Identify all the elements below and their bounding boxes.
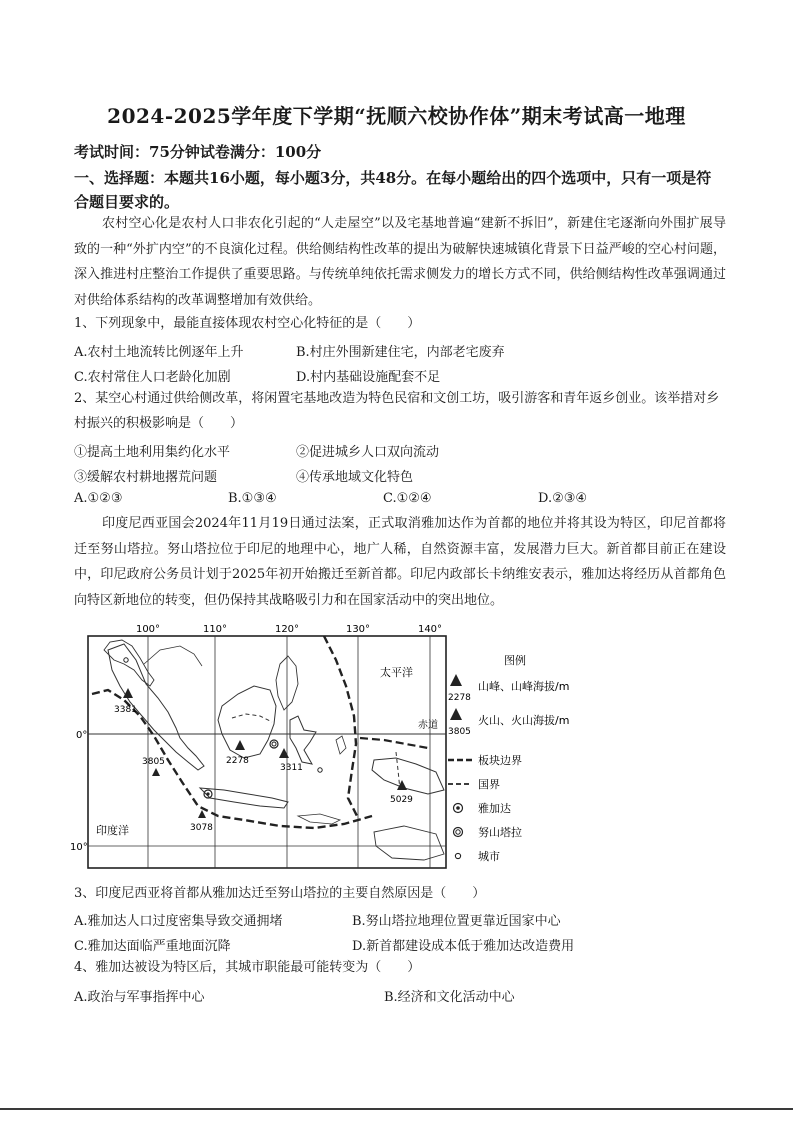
exam-info: 考试时间：75分钟试卷满分：100分 (74, 143, 322, 161)
legend-volcano-icon (450, 708, 462, 720)
passage-hollow-village: 农村空心化是农村人口非农化引起的“人走屋空”以及宅基地普遍“建新不拆旧”，新建住宅逐渐向外围扩展导致的一种“外扩内空”的不良演化过程。供给侧结构性改革的提出为破解快速城镇化背景下日益严峻的空心村问题，深入推进村庄整治工作提供了重要思路。与传统单纯依托需求侧发力的增长方式不同，供给侧结构性改革强调通过对供给体系结构的改革调整增加有效供给。 (74, 216, 726, 308)
jakarta-marker-dot (206, 792, 209, 795)
legend-jakarta-label: 雅加达 (478, 802, 511, 815)
legend-volcano-label: 火山、火山海拔/m (478, 714, 570, 727)
lon-label-100: 100° (135, 624, 161, 635)
q2-option-d: D.②③④ (538, 491, 588, 506)
label-indian-ocean: 印度洋 (96, 824, 129, 837)
q3-option-c: C.雅加达面临严重地面沉降 (74, 939, 231, 954)
map-svg (70, 620, 570, 872)
q1-option-c: C.农村常住人口老龄化加剧 (74, 370, 231, 385)
q4-option-b: B.经济和文化活动中心 (384, 990, 515, 1005)
q3-stem: 3、印度尼西亚将首都从雅加达迁至努山塔拉的主要自然原因是（ ） (74, 886, 486, 901)
legend-city-label: 城市 (478, 850, 500, 863)
section-heading: 一、选择题：本题共16小题，每小题3分，共48分。在每小题给出的四个选项中，只有一项是符合题目要求的。 (74, 169, 712, 211)
q1-option-d: D.村内基础设施配套不足 (296, 370, 441, 385)
passage-indonesia-capital: 印度尼西亚国会2024年11月19日通过法案，正式取消雅加达作为首都的地位并将其设为特区，印尼首都将迁至努山塔拉。努山塔拉位于印尼的地理中心，地广人稀，自然资源丰富，发展潜力巨大。新首都目前正在建设中，印尼政府公务员计划于2025年初开始搬迁至新首都。印尼内政部长卡纳维安表示，雅加达将经历从首都角色向特区新地位的转变，但仍保持其战略吸引力和在国家活动中的突出地位。 (74, 516, 726, 608)
legend-nusantara-icon-inner (456, 830, 460, 834)
label-equator: 赤道 (418, 720, 438, 731)
legend-nusantara-icon (454, 828, 463, 837)
q2-option-c: C.①②④ (383, 491, 432, 506)
q2-option-a: A.①②③ (74, 491, 123, 506)
lon-label-120: 120° (274, 624, 300, 635)
q1-option-b: B.村庄外围新建住宅，内部老宅废弃 (296, 345, 505, 360)
legend-city-icon (455, 853, 460, 858)
lon-label-130: 130° (345, 624, 371, 635)
q2-statement-3: ③缓解农村耕地撂荒问题 (74, 470, 218, 485)
page-title: 2024-2025学年度下学期“抚顺六校协作体”期末考试高一地理 (107, 104, 686, 128)
elevation-3078: 3078 (190, 823, 213, 833)
elevation-5029: 5029 (390, 795, 413, 805)
q1-option-a: A.农村土地流转比例逐年上升 (74, 345, 244, 360)
legend-peak-value: 2278 (448, 693, 471, 703)
q1-stem: 1、下列现象中，最能直接体现农村空心化特征的是（ ） (74, 316, 421, 331)
elevation-3311: 3311 (280, 763, 303, 773)
q2-statement-2: ②促进城乡人口双向流动 (296, 445, 440, 460)
legend-nusantara-label: 努山塔拉 (478, 826, 522, 839)
q3-option-b: B.努山塔拉地理位置更靠近国家中心 (352, 914, 561, 929)
legend-peak-icon (450, 674, 462, 686)
legend-title: 图例 (504, 654, 526, 667)
lon-label-110: 110° (202, 624, 228, 635)
legend-jakarta-icon-dot (456, 806, 460, 810)
q4-option-a: A.政治与军事指挥中心 (74, 990, 205, 1005)
legend-border-label: 国界 (478, 778, 500, 791)
legend-volcano-value: 3805 (448, 727, 471, 737)
q3-option-a: A.雅加达人口过度密集导致交通拥堵 (74, 914, 283, 929)
elevation-3805: 3805 (142, 757, 165, 767)
elevation-2278: 2278 (226, 756, 249, 766)
q3-option-d: D.新首都建设成本低于雅加达改造费用 (352, 939, 575, 954)
lon-label-140: 140° (417, 624, 443, 635)
q2-stem: 2、某空心村通过供给侧改革，将闲置宅基地改造为特色民宿和文创工坊，吸引游客和青年返乡创业。该举措对乡村振兴的积极影响是（ ） (74, 391, 720, 431)
q2-statement-1: ①提高土地利用集约化水平 (74, 445, 231, 460)
indonesia-map-figure (70, 620, 570, 872)
page-bottom-rule (0, 1108, 793, 1110)
q2-option-b: B.①③④ (228, 491, 277, 506)
q4-stem: 4、雅加达被设为特区后，其城市职能最可能转变为（ ） (74, 960, 421, 975)
lat-label-10: 10° (70, 842, 88, 853)
label-pacific: 太平洋 (380, 666, 413, 679)
legend-peak-label: 山峰、山峰海拔/m (478, 680, 570, 693)
elevation-3381: 3381 (114, 705, 137, 715)
legend-plate-label: 板块边界 (478, 754, 522, 767)
lat-label-0: 0° (76, 730, 88, 741)
q2-statement-4: ④传承地域文化特色 (296, 470, 414, 485)
